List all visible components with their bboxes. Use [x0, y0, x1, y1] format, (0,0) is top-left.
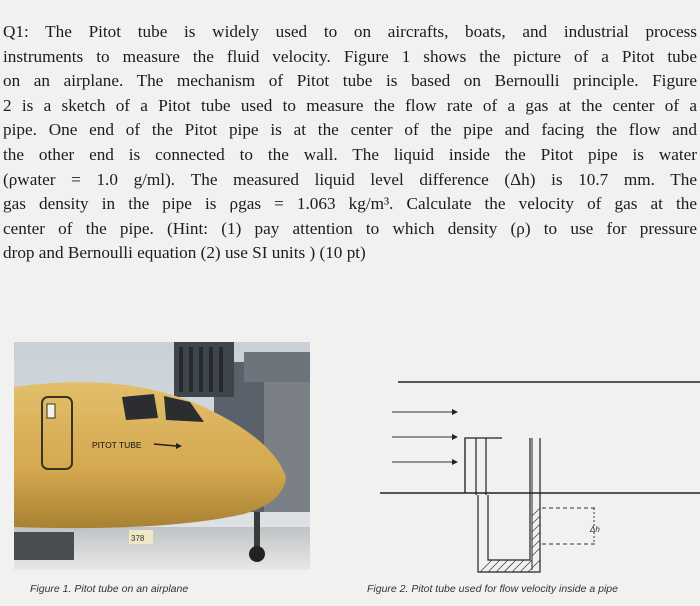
aircraft-number: 378	[131, 534, 145, 543]
question-line-4: 2 is a sketch of a Pitot tube used to measure the flow rate of a gas at the center of a	[3, 95, 697, 115]
pitot-tube-label: PITOT TUBE	[92, 440, 142, 450]
figure2-caption: Figure 2. Pitot tube used for flow velocity inside a pipe	[367, 583, 618, 595]
question-line-7: (ρwater = 1.0 g/ml). The measured liquid level difference (Δh) is 10.7 mm. The	[3, 169, 697, 189]
question-line-5: pipe. One end of the Pitot pipe is at the center of the pipe and facing the flow and	[3, 120, 697, 140]
figure1-airplane-photo	[14, 342, 310, 570]
delta-h-label: Δh	[590, 525, 600, 534]
question-line-2: instruments to measure the fluid velocity. Figure 1 shows the picture of a Pitot tube	[3, 46, 697, 66]
question-line-1: Q1: The Pitot tube is widely used to on aircrafts, boats, and industrial process	[3, 22, 697, 41]
question-line-6: the other end is connected to the wall. The liquid inside the Pitot pipe is water	[3, 144, 697, 164]
question-line-3: on an airplane. The mechanism of Pitot tube is based on Bernoulli principle. Figure	[3, 71, 697, 91]
figure1-caption: Figure 1. Pitot tube on an airplane	[30, 583, 189, 595]
question-text	[3, 20, 697, 266]
question-line-10: drop and Bernoulli equation (2) use SI units ) (10 pt)	[3, 243, 366, 263]
figure2-pitot-diagram	[380, 360, 700, 585]
question-line-8: gas density in the pipe is ρgas = 1.063 kg/m³. Calculate the velocity of gas at the	[3, 194, 697, 214]
question-line-9: center of the pipe. (Hint: (1) pay attention to which density (ρ) to use for pressure	[3, 218, 697, 238]
